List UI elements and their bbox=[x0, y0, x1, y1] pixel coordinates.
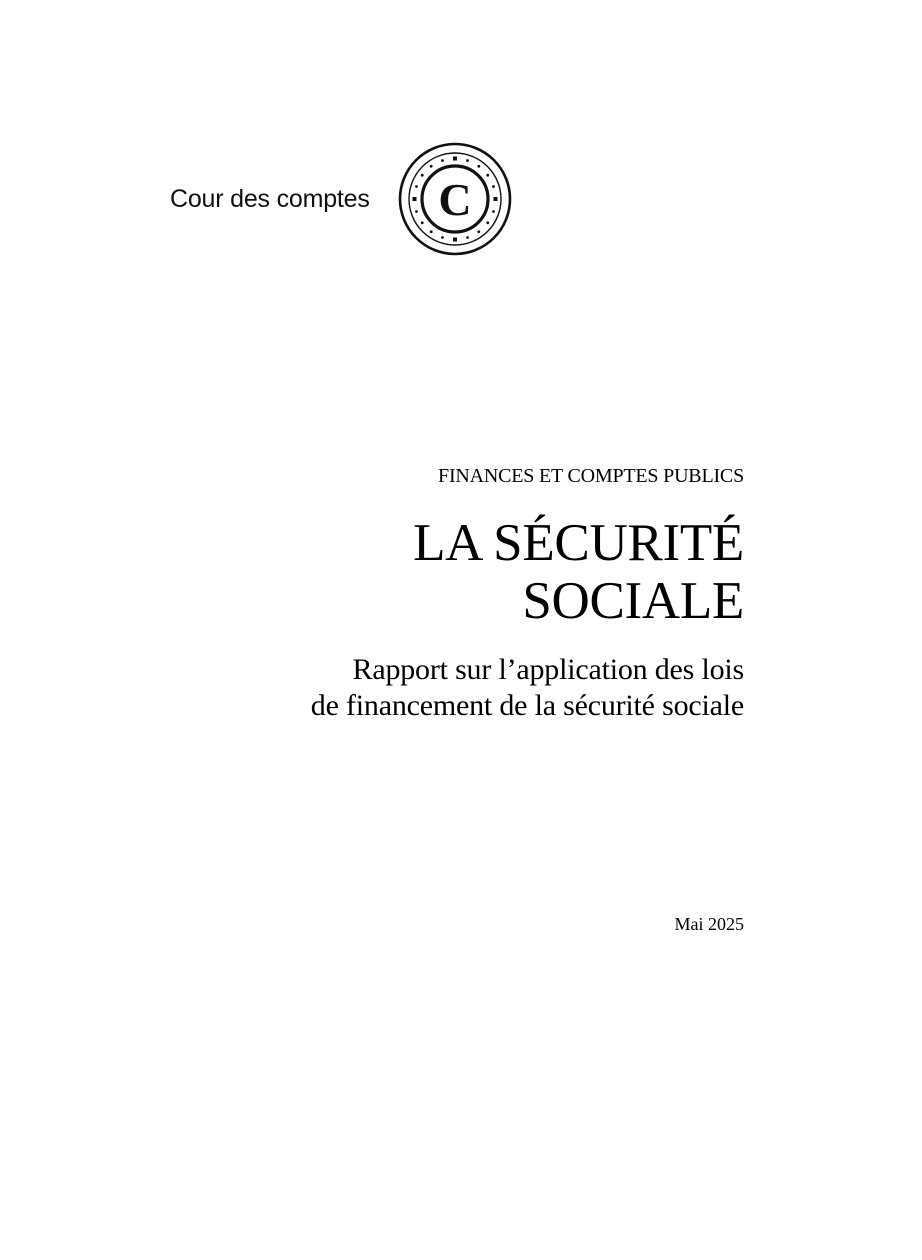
publication-date: Mai 2025 bbox=[674, 914, 744, 934]
cover-text bbox=[311, 462, 744, 724]
svg-text:C: C bbox=[438, 174, 472, 225]
org-name: Cour des comptes bbox=[170, 184, 370, 213]
report-subtitle bbox=[311, 652, 744, 724]
title-line-1: LA SÉCURITÉ bbox=[413, 514, 744, 572]
header-logo bbox=[170, 142, 512, 256]
report-title bbox=[311, 514, 744, 630]
title-line-2: SOCIALE bbox=[522, 572, 744, 630]
subtitle-line-2: de financement de la sécurité sociale bbox=[310, 689, 744, 722]
series-label: FINANCES ET COMPTES PUBLICS bbox=[438, 465, 744, 487]
subtitle-line-1: Rapport sur l’application des lois bbox=[352, 653, 744, 686]
cour-des-comptes-seal-icon bbox=[398, 142, 512, 256]
